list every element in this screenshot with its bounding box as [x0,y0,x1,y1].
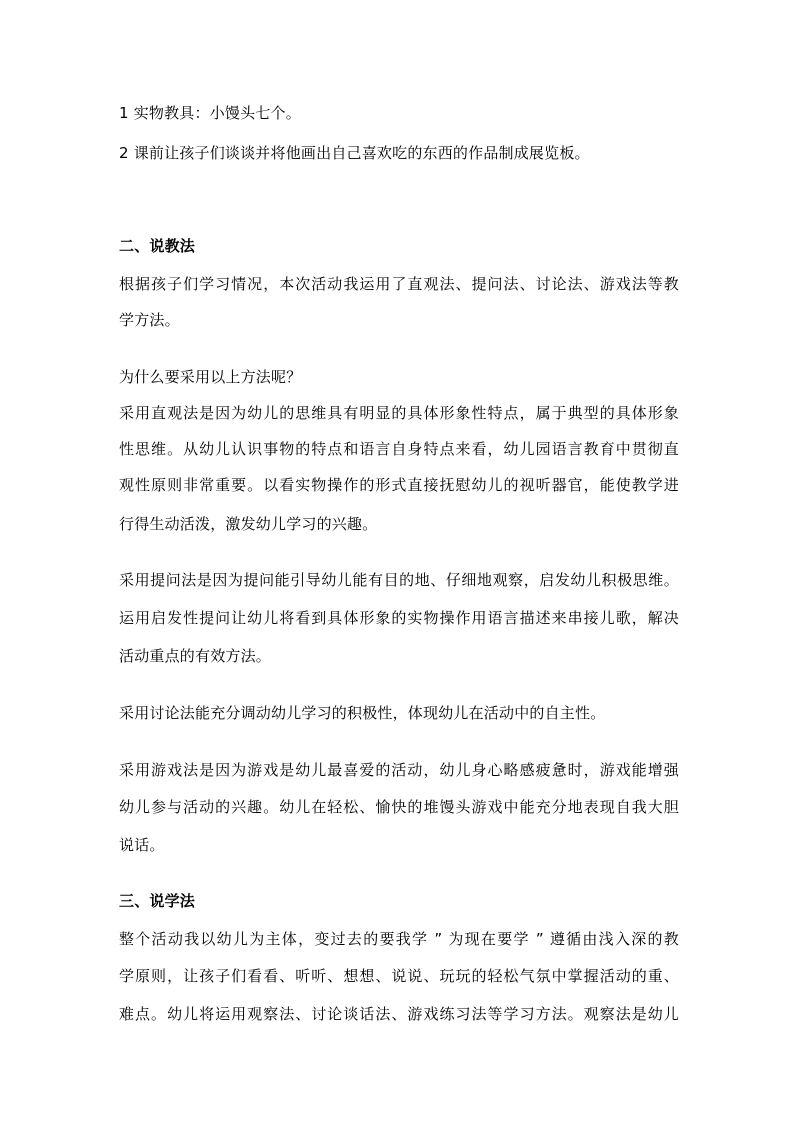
teaching-question: 为什么要采用以上方法呢？ [119,368,302,386]
para-discussion: 采用讨论法能充分调动幼儿学习的积极性，体现幼儿在活动中的自主性。 [119,704,606,722]
para-questioning-line: 采用提问法是因为提问能引导幼儿能有目的地、仔细地观察，启发幼儿积极思维。 [119,571,679,589]
learning-line: 整个活动我以幼儿为主体，变过去的要我学 ” 为现在要学 ” 遵循由浅入深的教 [119,930,679,948]
learning-line: 难点。幼儿将运用观察法、讨论谈话法、游戏练习法等学习方法。观察法是幼儿 [119,1005,679,1023]
para-intuitive-line: 行得生动活泼，激发幼儿学习的兴趣。 [119,515,378,533]
para-game-line: 采用游戏法是因为游戏是幼儿最喜爱的活动，幼儿身心略感疲惫时，游戏能增强 [119,761,679,779]
section-heading-teaching-methods: 二、说教法 [119,237,196,255]
para-intuitive-line: 观性原则非常重要。以看实物操作的形式直接抚慰幼儿的视听器官，能使教学进 [119,476,679,494]
materials-item-2: 2 课前让孩子们谈谈并将他画出自己喜欢吃的东西的作品制成展览板。 [119,144,590,162]
learning-line: 学原则，让孩子们看看、听听、想想、说说、玩玩的轻松气氛中掌握活动的重、 [119,967,679,985]
teaching-intro-line: 学方法。 [119,311,180,329]
para-intuitive-line: 采用直观法是因为幼儿的思维具有明显的具体形象性特点，属于典型的具体形象 [119,404,679,422]
para-intuitive-line: 性思维。从幼儿认识事物的特点和语言自身特点来看，幼儿园语言教育中贯彻直 [119,440,679,458]
teaching-intro-line: 根据孩子们学习情况，本次活动我运用了直观法、提问法、讨论法、游戏法等教 [119,275,679,293]
materials-item-1: 1 实物教具：小馒头七个。 [119,104,301,122]
para-game-line: 说话。 [119,836,165,854]
para-questioning-line: 活动重点的有效方法。 [119,647,272,665]
section-heading-learning-methods: 三、说学法 [119,892,196,910]
para-game-line: 幼儿参与活动的兴趣。幼儿在轻松、愉快的堆馒头游戏中能充分地表现自我大胆 [119,798,679,816]
para-questioning-line: 运用启发性提问让幼儿将看到具体形象的实物操作用语言描述来串接儿歌，解决 [119,609,679,627]
